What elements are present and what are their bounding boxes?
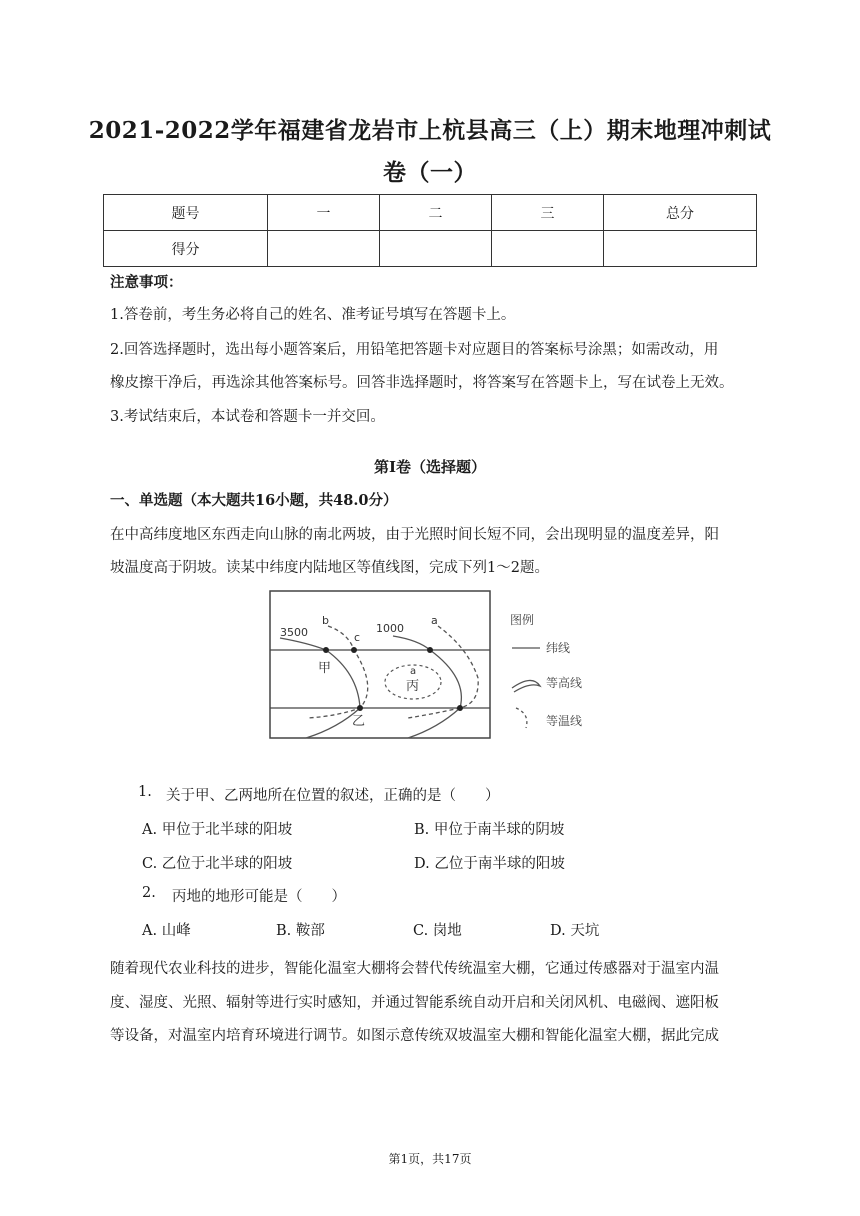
exam-title-line2: 卷（一） <box>383 159 477 186</box>
legend-latitude: 纬线 <box>546 641 571 655</box>
option-c: C. 岗地 <box>413 923 462 939</box>
label-jia: 甲 <box>318 661 332 676</box>
label-bing: 丙 <box>406 679 420 694</box>
isotherm-line <box>408 626 478 718</box>
option-b: B. 鞍部 <box>276 923 325 939</box>
score-cell <box>380 231 492 267</box>
notice-heading: 注意事项： <box>110 274 183 291</box>
question-stem: 关于甲、乙两地所在位置的叙述，正确的是（ ） <box>166 788 500 804</box>
legend-isotherm-symbol <box>516 708 527 728</box>
label-a-center: a <box>410 666 417 677</box>
point-right <box>457 705 463 711</box>
passage-line: 度、湿度、光照、辐射等进行实时感知，并通过智能系统自动开启和关闭风机、电磁阀、遮阳板 <box>110 995 719 1011</box>
notice-item: 3.考试结束后，本试卷和答题卡一并交回。 <box>110 409 385 425</box>
passage-line: 等设备，对温室内培育环境进行调节。如图示意传统双坡温室大棚和智能化温室大棚，据此完成 <box>110 1028 719 1044</box>
exam-title-line1: 2021-2022学年福建省龙岩市上杭县高三（上）期末地理冲刺试 <box>88 117 772 144</box>
legend-title: 图例 <box>510 613 535 627</box>
option-a: A. 山峰 <box>142 923 191 939</box>
score-table-score-row <box>104 231 757 267</box>
score-table-header-row <box>104 195 757 231</box>
point-yi <box>357 705 363 711</box>
option-a: A. 甲位于北半球的阳坡 <box>142 822 293 838</box>
label-1000: 1000 <box>376 622 404 635</box>
contour-figure <box>268 588 598 743</box>
option-d: D. 乙位于南半球的阳坡 <box>414 856 565 872</box>
option-c: C. 乙位于北半球的阳坡 <box>142 856 293 872</box>
passage-line: 随着现代农业科技的进步，智能化温室大棚将会替代传统温室大棚，它通过传感器对于温室内温 <box>110 961 719 977</box>
point-jia <box>323 647 329 653</box>
score-cell <box>268 231 380 267</box>
notice-item: 橡皮擦干净后，再选涂其他答案标号。回答非选择题时，将答案写在答题卡上，写在试卷上无效。 <box>110 375 734 391</box>
label-c: c <box>354 631 361 644</box>
question-number: 1. <box>138 784 152 800</box>
question-number: 2. <box>142 885 156 901</box>
score-cell <box>604 231 757 267</box>
label-yi: 乙 <box>352 714 366 729</box>
map-frame <box>270 591 490 738</box>
page-footer: 第1页，共17页 <box>388 1152 472 1166</box>
label-3500: 3500 <box>280 626 308 639</box>
option-d: D. 天坑 <box>550 923 600 939</box>
contour-line <box>280 638 360 738</box>
score-table-header: 二 <box>380 195 492 231</box>
score-table <box>103 194 757 267</box>
legend-isotherm: 等温线 <box>546 714 583 728</box>
section-title: 第I卷（选择题） <box>373 458 487 476</box>
score-row-label: 得分 <box>104 231 268 267</box>
option-b: B. 甲位于南半球的阴坡 <box>414 822 565 838</box>
score-cell <box>492 231 604 267</box>
score-table-header: 三 <box>492 195 604 231</box>
passage-line: 坡温度高于阴坡。读某中纬度内陆地区等值线图，完成下列1～2题。 <box>110 560 549 576</box>
notice-item: 1.答卷前，考生务必将自己的姓名、准考证号填写在答题卡上。 <box>110 307 516 323</box>
legend-contour-symbol <box>512 680 540 692</box>
score-table-header: 题号 <box>104 195 268 231</box>
notice-item: 2.回答选择题时，选出每小题答案后，用铅笔把答题卡对应题目的答案标号涂黑；如需改动，用 <box>110 342 719 358</box>
score-table-header: 总分 <box>604 195 757 231</box>
contour-line <box>393 636 461 738</box>
question-stem: 丙地的地形可能是（ ） <box>172 889 346 905</box>
label-a-top: a <box>431 614 438 627</box>
score-table-header: 一 <box>268 195 380 231</box>
point-c <box>351 647 357 653</box>
label-b: b <box>322 614 329 627</box>
part-heading: 一、单选题（本大题共16小题，共48.0分） <box>110 492 398 509</box>
point-a <box>427 647 433 653</box>
legend-contour: 等高线 <box>546 676 583 690</box>
passage-line: 在中高纬度地区东西走向山脉的南北两坡，由于光照时间长短不同，会出现明显的温度差异，阳 <box>110 527 719 543</box>
